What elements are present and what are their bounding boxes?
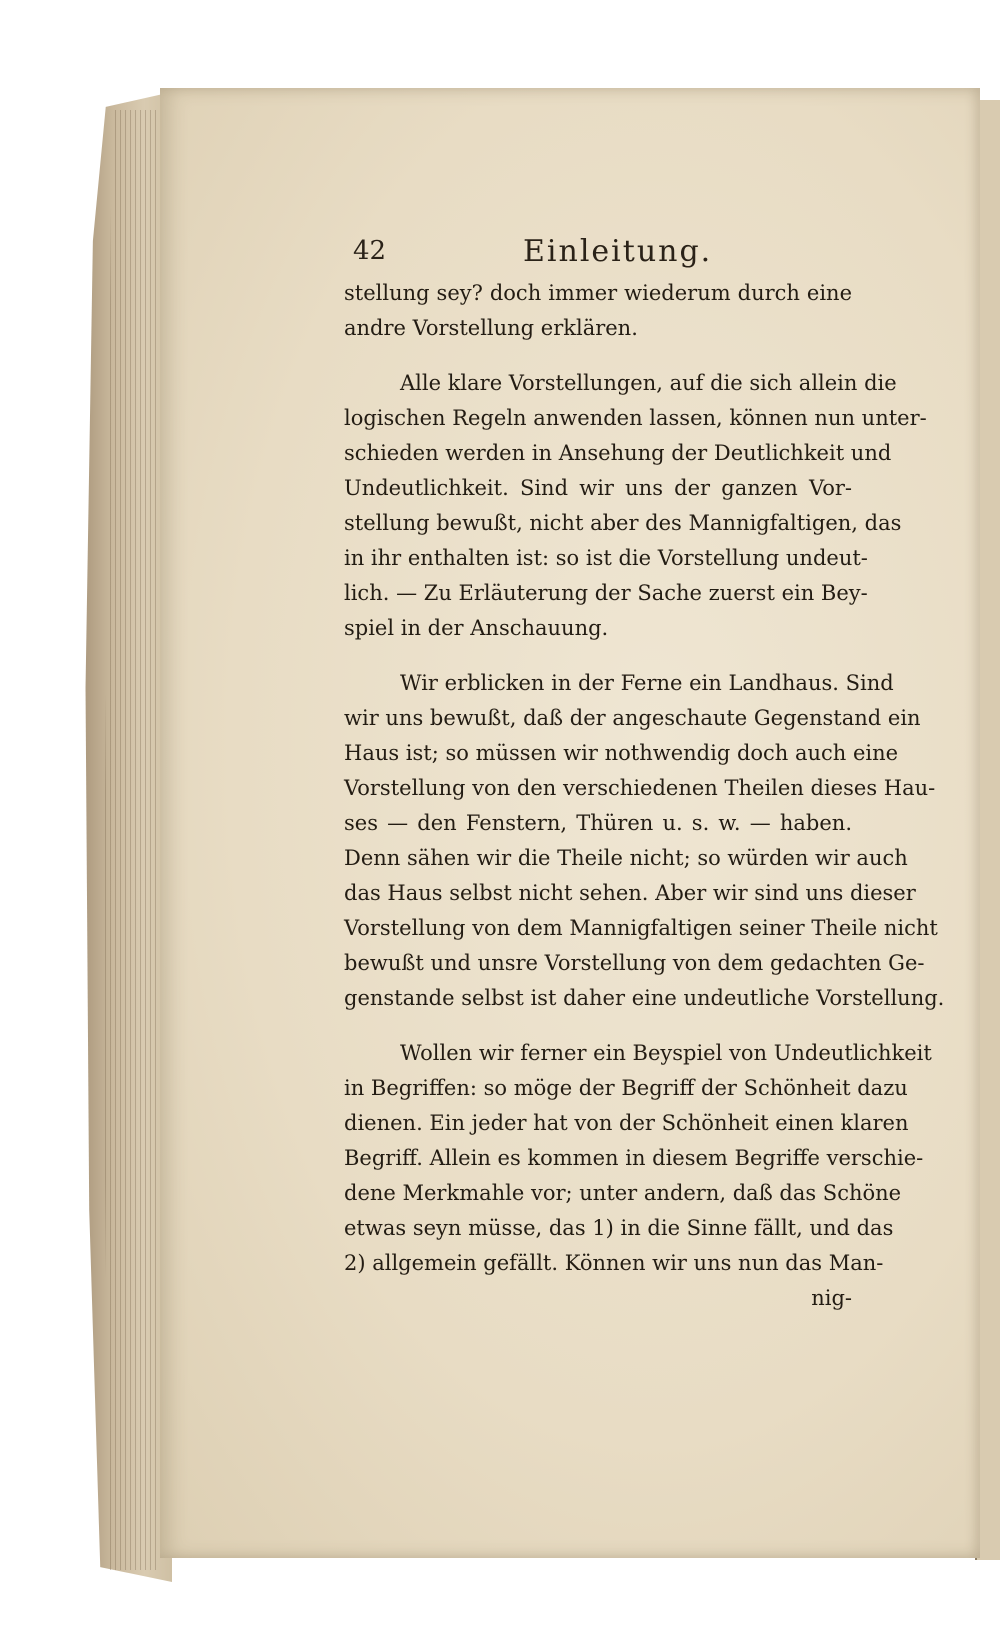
page-number: 42 xyxy=(353,236,387,266)
text-line: Wir erblicken in der Ferne ein Landhaus. Sind xyxy=(400,671,894,695)
catchword: nig- xyxy=(811,1286,852,1310)
paragraph xyxy=(344,666,945,1016)
text-line: Alle klare Vorstellungen, auf die sich allein die xyxy=(400,371,897,395)
text-line: logischen Regeln anwenden lassen, können nun unter- xyxy=(344,406,927,430)
text-line: Undeutlichkeit. Sind wir uns der ganzen Vor- xyxy=(344,476,852,500)
page-header xyxy=(353,236,883,276)
text-line: andre Vorstellung erklären. xyxy=(344,316,638,340)
text-line: Vorstellung von den verschiedenen Theilen dieses Hau- xyxy=(344,776,936,800)
text-line: stellung bewußt, nicht aber des Mannigfaltigen, das xyxy=(344,511,902,535)
text-line: stellung sey? doch immer wiederum durch eine xyxy=(344,281,852,305)
text-line: Vorstellung von dem Mannigfaltigen seiner Theile nicht xyxy=(344,916,938,940)
paragraph xyxy=(344,276,852,346)
text-line: 2) allgemein gefällt. Können wir uns nun das Man- xyxy=(344,1251,884,1275)
text-line: genstande selbst ist daher eine undeutliche Vorstellung. xyxy=(344,986,945,1010)
text-line: Begriff. Allein es kommen in diesem Begriffe verschie- xyxy=(344,1146,924,1170)
text-line: spiel in der Anschauung. xyxy=(344,616,609,640)
text-line: wir uns bewußt, daß der angeschaute Gegenstand ein xyxy=(344,706,921,730)
page-body xyxy=(344,276,945,1316)
paragraph xyxy=(344,1036,932,1281)
text-line: in Begriffen: so möge der Begriff der Schönheit dazu xyxy=(344,1076,908,1100)
text-line: in ihr enthalten ist: so ist die Vorstellung undeut- xyxy=(344,546,868,570)
text-line: das Haus selbst nicht sehen. Aber wir sind uns dieser xyxy=(344,881,916,905)
text-line: Denn sähen wir die Theile nicht; so würden wir auch xyxy=(344,846,908,870)
text-line: lich. — Zu Erläuterung der Sache zuerst ein Bey- xyxy=(344,581,868,605)
text-line: etwas seyn müsse, das 1) in die Sinne fällt, und das xyxy=(344,1216,894,1240)
text-line: Wollen wir ferner ein Beyspiel von Undeutlichkeit xyxy=(400,1041,932,1065)
text-line: schieden werden in Ansehung der Deutlichkeit und xyxy=(344,441,892,465)
text-line: bewußt und unsre Vorstellung von dem gedachten Ge- xyxy=(344,951,925,975)
text-line: ses — den Fenstern, Thüren u. s. w. — haben. xyxy=(344,811,852,835)
text-line: dene Merkmahle vor; unter andern, daß das Schöne xyxy=(344,1181,902,1205)
paragraph xyxy=(344,366,927,646)
text-line: Haus ist; so müssen wir nothwendig doch auch eine xyxy=(344,741,899,765)
running-title: Einleitung. xyxy=(523,234,713,269)
text-line: dienen. Ein jeder hat von der Schönheit einen klaren xyxy=(344,1111,909,1135)
